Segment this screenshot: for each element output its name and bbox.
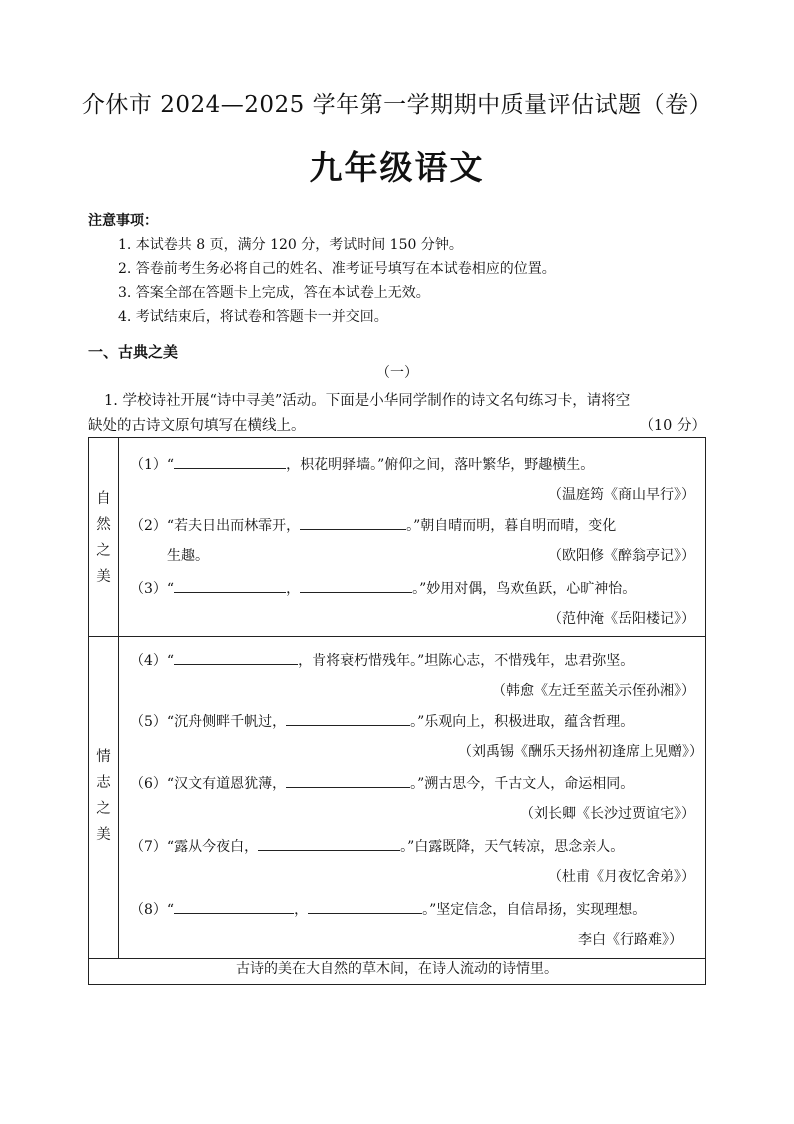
poem-row-4: （4）“ ，肯将衰朽惜残年。”坦陈心志，不惜残年，忠君弥坚。 <box>130 650 697 670</box>
answer-table <box>88 437 706 985</box>
exam-subject: 九年级语文 <box>309 148 485 187</box>
answer-blank-8a[interactable] <box>174 899 294 914</box>
poem-row-8: （8）“ ， 。”坚定信念，自信昂扬，实现理想。 <box>130 899 697 919</box>
answer-blank-6[interactable] <box>286 773 410 788</box>
poem-row-2: （2）“若夫日出而林霏开， 。”朝自晴而明，暮自明而晴，变化 <box>130 515 697 535</box>
poem-source-6: （刘长卿《长沙过贾谊宅》） <box>520 806 695 822</box>
answer-blank-7[interactable] <box>258 836 400 851</box>
answer-blank-5[interactable] <box>286 711 410 726</box>
question-score: （10 分） <box>639 418 706 434</box>
answer-blank-1[interactable] <box>174 454 286 469</box>
notice-item-4: 4. 考试结束后，将试卷和答题卡一并交回。 <box>118 309 388 325</box>
answer-blank-3b[interactable] <box>300 578 412 593</box>
part-number: （一） <box>376 365 418 381</box>
notice-item-3: 3. 答案全部在答题卡上完成，答在本试卷上无效。 <box>118 285 430 301</box>
notice-heading: 注意事项： <box>88 213 158 229</box>
table-divider-vertical-1 <box>118 438 119 636</box>
poem-row-1: （1）“ ，枳花明驿墙。”俯仰之间，落叶繁华，野趣横生。 <box>130 454 697 474</box>
answer-blank-8b[interactable] <box>308 899 422 914</box>
poem-source-7: （杜甫《月夜忆舍弟》） <box>548 869 695 885</box>
section-heading: 一、古典之美 <box>88 343 179 361</box>
poem-row-2-continued: 生趣。 <box>167 548 209 564</box>
poem-source-2: （欧阳修《醉翁亭记》） <box>548 548 695 564</box>
poem-row-7: （7）“露从今夜白， 。”白露既降，天气转凉，思念亲人。 <box>130 836 697 856</box>
group-label-nature: 自 然 之 美 <box>96 491 111 585</box>
table-divider-vertical-2 <box>118 636 119 958</box>
notice-item-2: 2. 答卷前考生务必将自己的姓名、准考证号填写在本试卷相应的位置。 <box>118 261 556 277</box>
answer-blank-3a[interactable] <box>174 578 286 593</box>
answer-blank-4[interactable] <box>174 650 298 665</box>
poem-source-5: （刘禹锡《酬乐天扬州初逢席上见赠》） <box>458 744 703 760</box>
poem-source-4: （韩愈《左迁至蓝关示侄孙湘》） <box>492 683 695 699</box>
exam-title: 介休市 2024—2025 学年第一学期期中质量评估试题（卷） <box>81 92 713 118</box>
poem-row-3: （3）“ ， 。”妙用对偶，鸟欢鱼跃，心旷神怡。 <box>130 578 697 598</box>
poem-source-3: （范仲淹《岳阳楼记》） <box>548 611 695 627</box>
answer-blank-2[interactable] <box>300 515 406 530</box>
group-label-emotion: 情 志 之 美 <box>96 749 111 843</box>
question-text-line2: 缺处的古诗文原句填写在横线上。 <box>88 418 306 434</box>
table-footer: 古诗的美在大自然的草木间，在诗人流动的诗情里。 <box>236 961 558 977</box>
table-divider-horizontal-1 <box>89 636 705 637</box>
poem-source-1: （温庭筠《商山早行》） <box>548 487 695 503</box>
notice-item-1: 1. 本试卷共 8 页，满分 120 分，考试时间 150 分钟。 <box>118 237 463 253</box>
poem-row-5: （5）“沉舟侧畔千帆过， 。”乐观向上，积极进取，蕴含哲理。 <box>130 711 697 731</box>
poem-source-8: 李白《行路难》） <box>578 932 683 948</box>
question-text-line1: 1. 学校诗社开展“诗中寻美”活动。下面是小华同学制作的诗文名句练习卡，请将空 <box>104 393 631 409</box>
poem-row-6: （6）“汉文有道恩犹薄， 。”溯古思今，千古文人，命运相同。 <box>130 773 697 793</box>
